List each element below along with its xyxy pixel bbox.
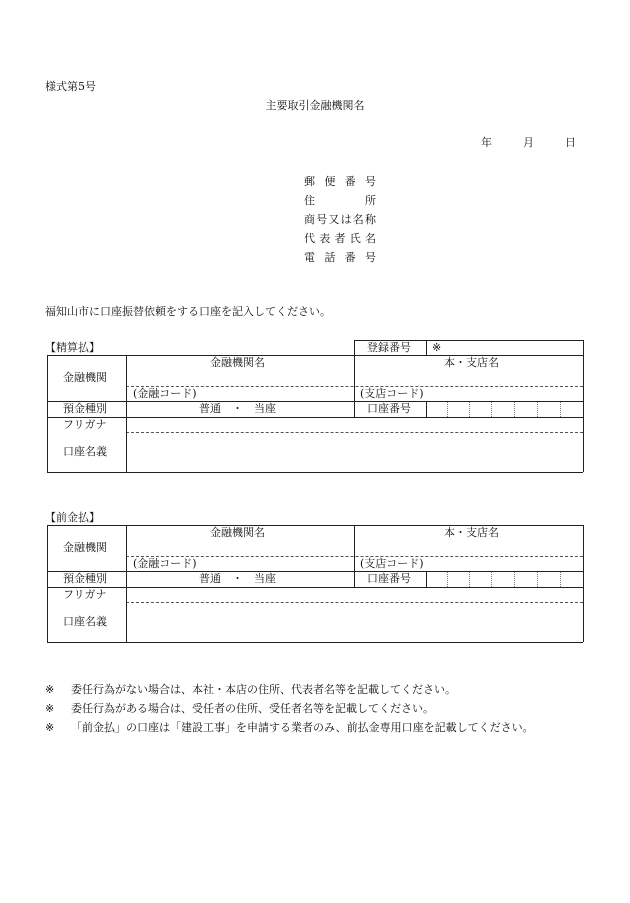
bank-code-label: (金融コード): [133, 387, 197, 400]
note-mark: ※: [45, 721, 55, 734]
note-1: [45, 683, 456, 697]
postal-code-label: 郵 便 番 号: [304, 175, 376, 188]
settlement-section-label: 【精算払】: [45, 341, 100, 354]
deposit-type-label: 預金種別: [63, 402, 107, 415]
bank-code-label: (金融コード): [133, 557, 197, 570]
branch-name-header: 本・支店名: [444, 526, 499, 539]
date-day-label: 日: [565, 136, 576, 149]
note-text: 委任行為がある場合は、受任者の住所、受任者名等を記載してください。: [71, 702, 434, 715]
bank-name-header: 金融機関名: [210, 526, 265, 539]
branch-code-label: (支店コード): [360, 557, 424, 570]
bank-label: 金融機関: [63, 541, 107, 554]
date-month-label: 月: [523, 136, 534, 149]
account-holder-label: 口座名義: [63, 615, 107, 628]
advance-section-label: 【前金払】: [45, 511, 100, 524]
branch-code-label: (支店コード): [360, 387, 424, 400]
company-name-label: 商 号 又 は 名 称: [304, 213, 376, 226]
phone-label: 電 話 番 号: [304, 251, 376, 264]
note-text: 「前金払」の口座は「建設工事」を申請する業者のみ、前払金専用口座を記載してください。: [71, 721, 534, 734]
deposit-type-options: 普通 ・ 当座: [199, 402, 276, 415]
form-title: 主要取引金融機関名: [265, 99, 365, 112]
address-label: 住 所: [304, 194, 376, 207]
registration-mark: ※: [432, 341, 442, 354]
registration-number-label: 登録番号: [367, 341, 411, 354]
representative-label: 代 表 者 氏 名: [304, 232, 376, 245]
settlement-table: [47, 340, 583, 472]
form-number: 様式第5号: [45, 80, 96, 93]
bank-label: 金融機関: [63, 371, 107, 384]
furigana-label: フリガナ: [63, 588, 107, 601]
date-line: [481, 136, 576, 150]
note-2: [45, 702, 434, 716]
note-text: 委任行為がない場合は、本社・本店の住所、代表者名等を記載してください。: [71, 683, 456, 696]
note-3: [45, 721, 534, 735]
advance-table: [47, 525, 583, 643]
deposit-type-options: 普通 ・ 当座: [199, 572, 276, 585]
note-mark: ※: [45, 683, 55, 696]
note-mark: ※: [45, 702, 55, 715]
date-year-label: 年: [481, 136, 492, 149]
deposit-type-label: 預金種別: [63, 572, 107, 585]
account-number-label: 口座番号: [367, 572, 411, 585]
instruction-text: 福知山市に口座振替依頼をする口座を記入してください。: [45, 305, 331, 318]
account-holder-label: 口座名義: [63, 445, 107, 458]
branch-name-header: 本・支店名: [444, 356, 499, 369]
account-number-label: 口座番号: [367, 402, 411, 415]
furigana-label: フリガナ: [63, 418, 107, 431]
bank-name-header: 金融機関名: [210, 356, 265, 369]
